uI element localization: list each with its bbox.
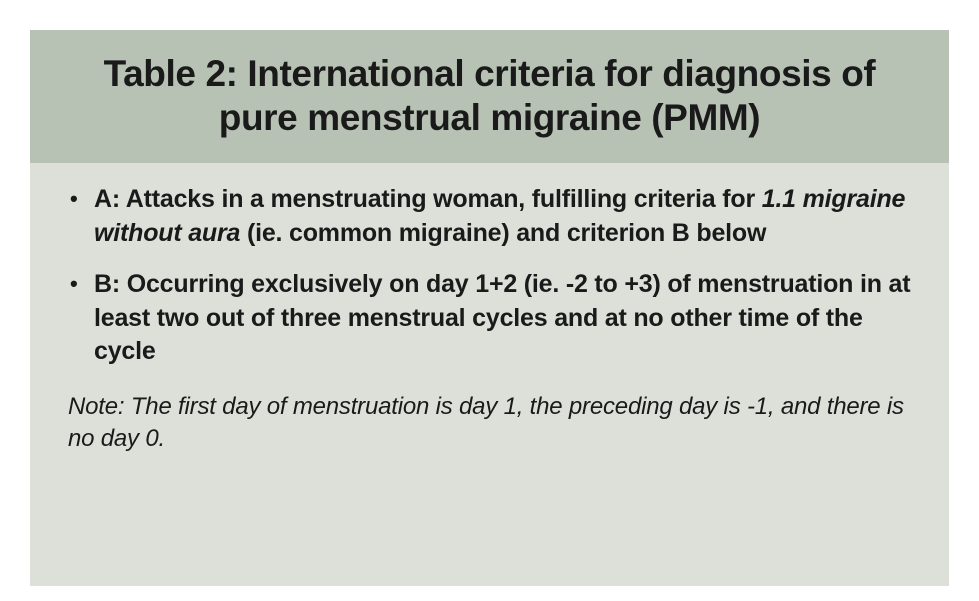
- table-title-line-1: Table 2: International criteria for diagnosis of: [103, 53, 876, 94]
- criterion-a-text-before: A: Attacks in a menstruating woman, fulfilling criteria for: [94, 185, 762, 214]
- table-body: [30, 163, 949, 455]
- bullet-icon: •: [70, 271, 78, 297]
- criterion-a-text-after: (ie. common migraine) and criterion B below: [240, 218, 767, 247]
- list-item-criterion-a: [68, 183, 911, 250]
- list-item-criterion-b: [68, 268, 911, 369]
- bullet-icon: •: [70, 186, 78, 212]
- table-figure: [30, 30, 949, 586]
- table-title-line-2: pure menstrual migraine (PMM): [218, 96, 761, 138]
- criterion-b-text: B: Occurring exclusively on day 1+2 (ie. -2 to +3) of menstruation in at least two out of three menstrual cycles and at no other time of the cycle: [94, 270, 911, 366]
- criterion-a-italic: 1.1 migraine without aura: [94, 185, 906, 247]
- table-note: Note: The first day of menstruation is day 1, the preceding day is -1, and there is no day 0.: [68, 392, 904, 453]
- criteria-list: [68, 183, 911, 369]
- table-header: [30, 30, 949, 163]
- page-title: [64, 52, 915, 139]
